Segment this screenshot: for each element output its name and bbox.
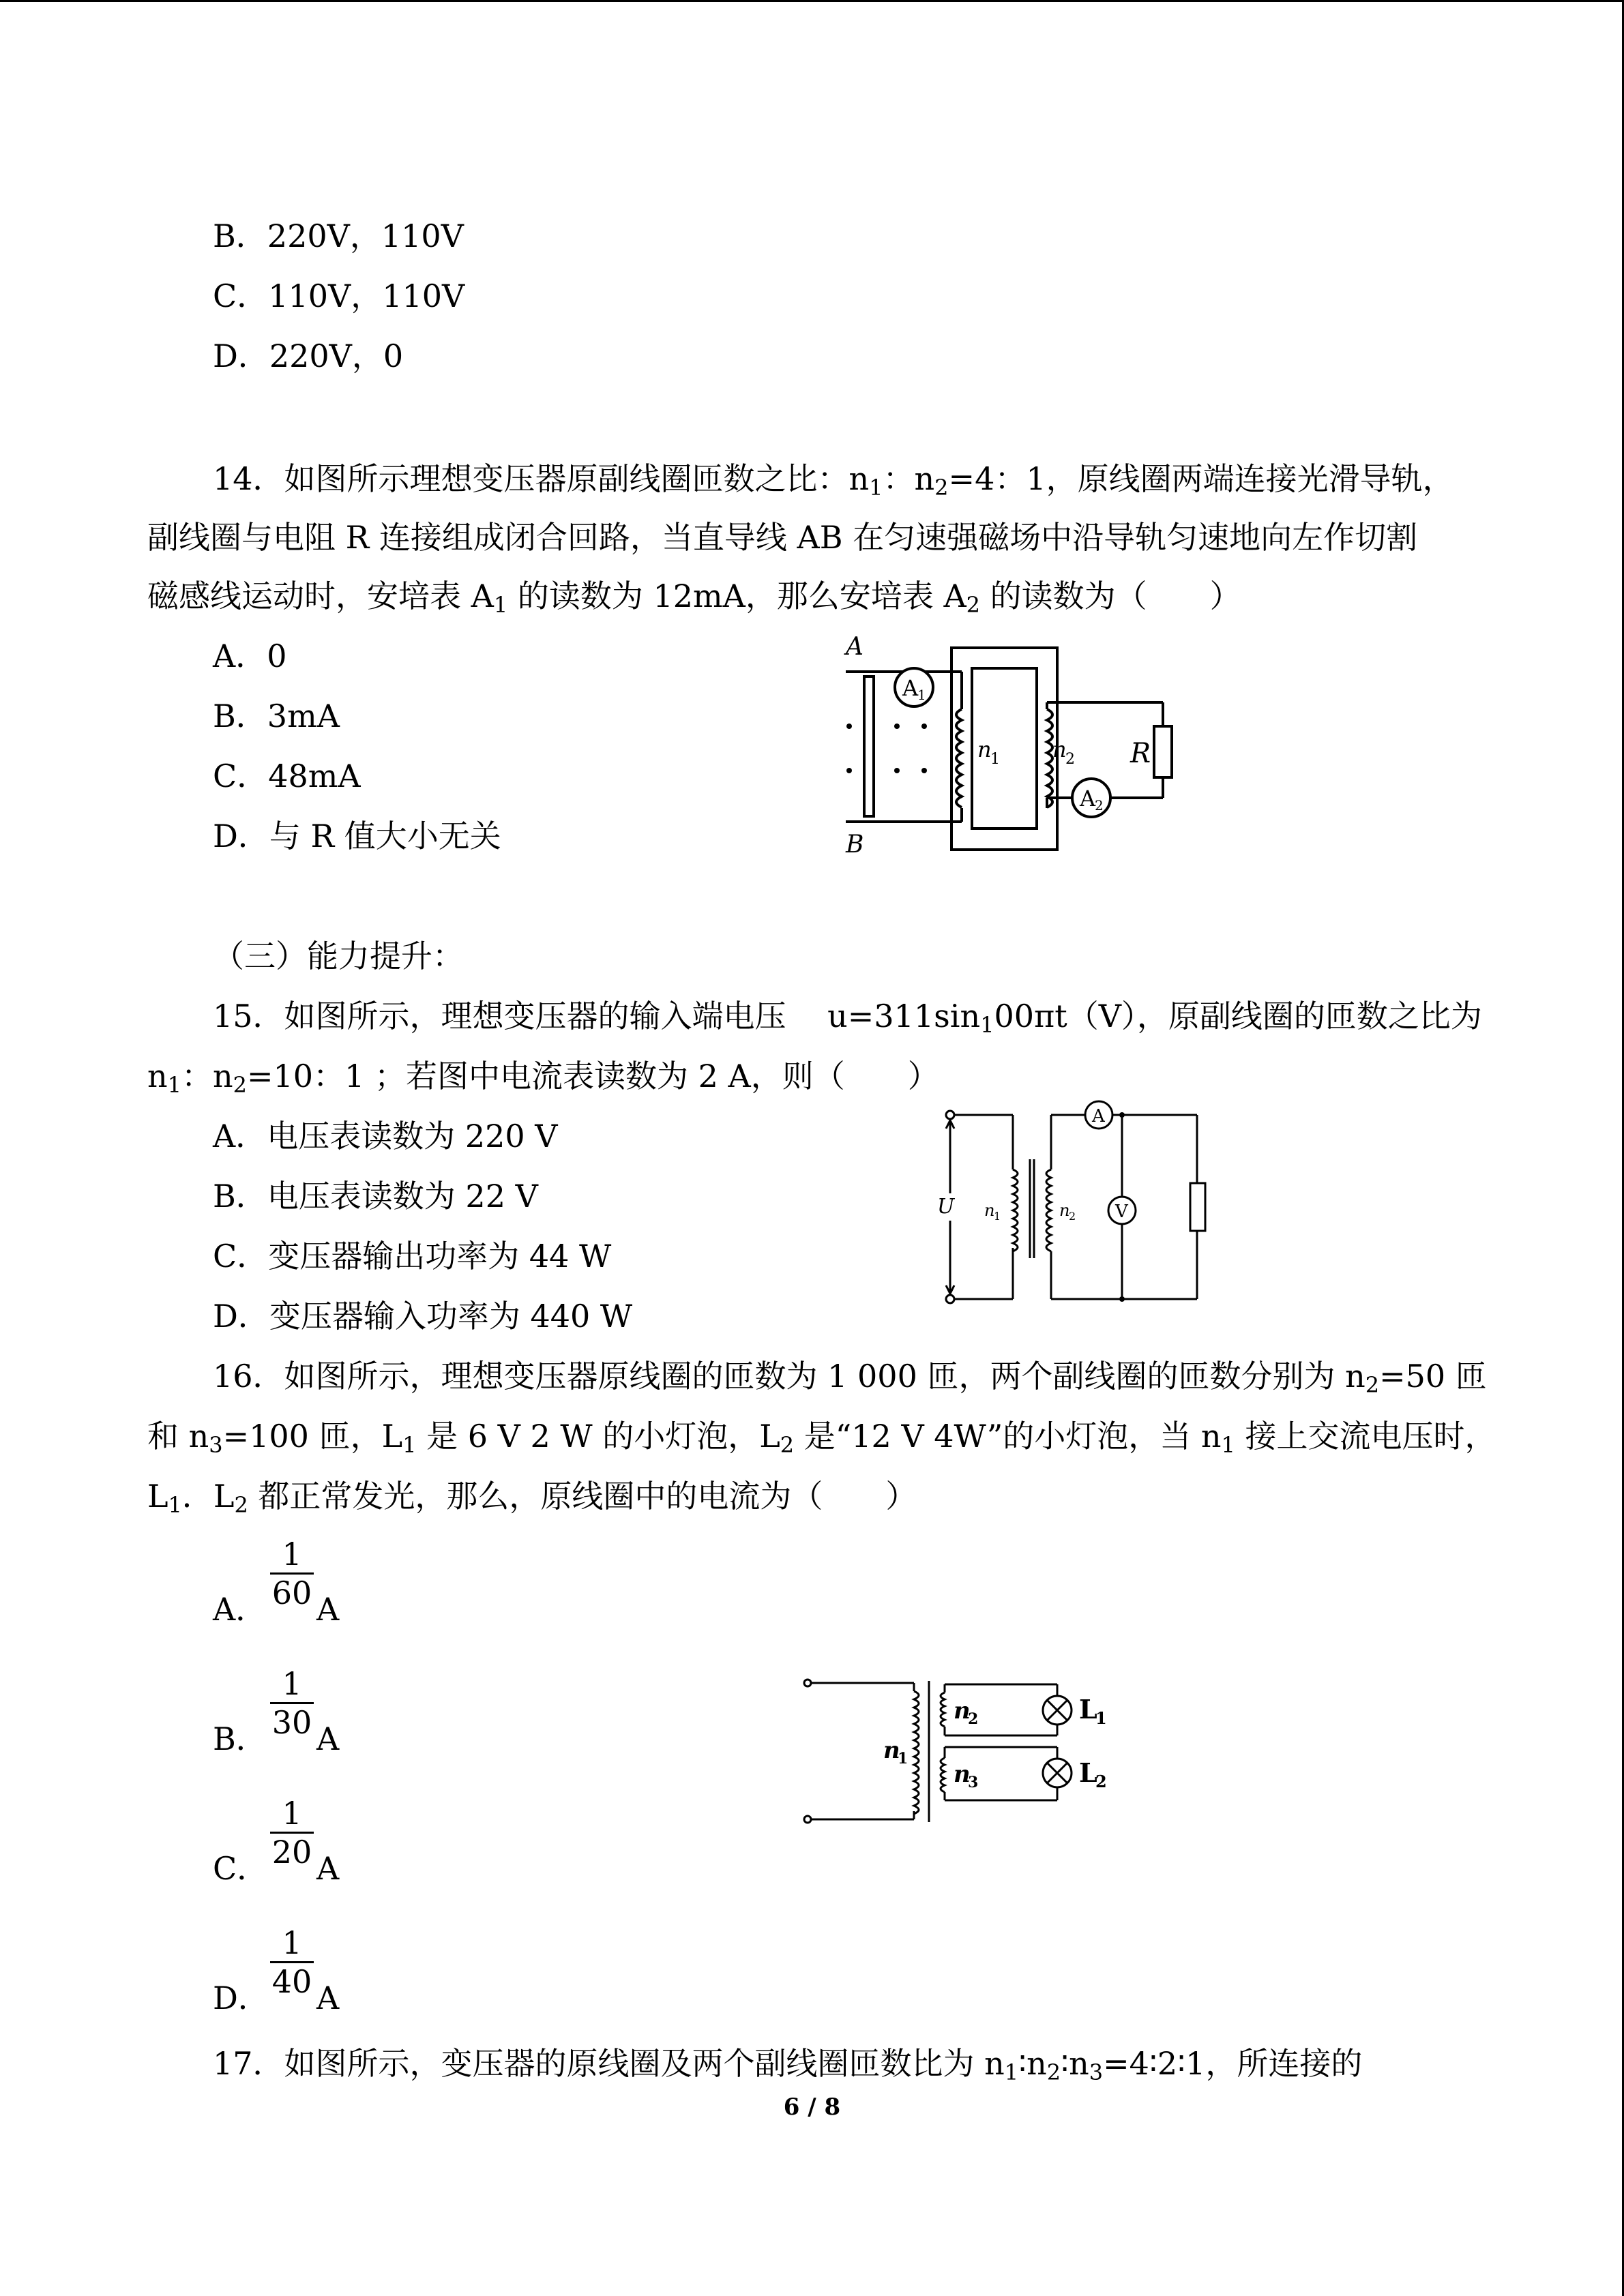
q16-option-c-unit: A: [316, 1850, 340, 1887]
q16-option-a-unit: A: [316, 1591, 340, 1628]
q15-option-b: B．电压表读数为 22 V: [213, 1178, 538, 1214]
q14-option-c: C．48mA: [213, 758, 361, 794]
q14-stem-line2: 副线圈与电阻 R 连接组成闭合回路，当直导线 AB 在匀速强磁场中沿导轨匀速地向左作切割: [147, 519, 1418, 556]
q14-label-b: B: [846, 831, 864, 859]
svg-text:1: 1: [898, 1750, 909, 1768]
q16-label-n2: n: [954, 1697, 971, 1725]
q14-ammeter-a2: A: [1080, 786, 1096, 811]
q15-ammeter: A: [1092, 1106, 1105, 1127]
q16-label-n3: n: [954, 1761, 971, 1788]
svg-text:1: 1: [990, 751, 1000, 768]
q16-option-d-fraction: $\frac{1}{40}$: [270, 1924, 314, 2000]
q15-stem-line1: 15．如图所示，理想变压器的输入端电压 $u=311\sin_100\pi t(V)$，原副线圈的匝数之比为: [213, 998, 1482, 1038]
q14-option-b: B．3mA: [213, 698, 340, 734]
q16-label-l2: L: [1079, 1757, 1097, 1788]
svg-text:2: 2: [1095, 797, 1104, 814]
q15-option-d: D．变压器输入功率为 440 W: [213, 1298, 633, 1335]
svg-text:2: 2: [1095, 1772, 1107, 1791]
q14-label-n2: n: [1052, 736, 1067, 762]
q13-option-d: D．220V，0: [213, 338, 404, 374]
q16-option-d-unit: A: [316, 1980, 340, 2016]
q15-option-c: C．变压器输出功率为 44 W: [213, 1238, 612, 1274]
q13-option-c: C．110V，110V: [213, 278, 465, 314]
q16-label-n1: n: [883, 1737, 900, 1764]
q16-option-b-unit: A: [316, 1720, 340, 1757]
q15-stem-line2: $n_1$：$n_2=10$：1 ；若图中电流表读数为 2 A，则（ ）: [147, 1058, 939, 1098]
q16-stem-line3: $L_1$．$L_2$ 都正常发光，那么，原线圈中的电流为（ ）: [147, 1478, 917, 1518]
q15-label-u: U: [937, 1195, 955, 1219]
svg-text:2: 2: [1065, 751, 1075, 768]
q16-circuit-figure: [798, 1671, 1153, 1834]
q16-option-c-fraction: $\frac{1}{20}$: [270, 1795, 314, 1870]
q16-stem-line1: 16．如图所示，理想变压器原线圈的匝数为 1 000 匝，两个副线圈的匝数分别为 $n_2=50$ 匝: [213, 1358, 1487, 1398]
q14-option-d: D．与 R 值大小无关: [213, 818, 501, 854]
q14-label-a: A: [846, 634, 863, 661]
svg-text:1: 1: [994, 1210, 1001, 1223]
q14-stem-line3: 磁感线运动时，安培表 $A_1$ 的读数为 12mA，那么安培表 $A_2$ 的读数为（ ）: [147, 578, 1241, 618]
q14-option-a: A．0: [213, 638, 287, 674]
svg-text:2: 2: [1069, 1210, 1076, 1223]
section-heading: （三）能力提升：: [213, 938, 464, 974]
q16-option-b-label: B．: [213, 1720, 267, 1757]
svg-text:2: 2: [968, 1710, 979, 1728]
q15-label-n2: n: [1059, 1201, 1070, 1220]
svg-text:1: 1: [1095, 1708, 1107, 1728]
q13-option-b: B．220V，110V: [213, 218, 464, 254]
q16-option-a-label: A．: [213, 1591, 267, 1628]
q16-option-c-label: C．: [213, 1850, 269, 1887]
svg-text:1: 1: [917, 687, 926, 703]
q14-stem-line1: 14．如图所示理想变压器原副线圈匝数之比：$n_1$：$n_2=4$：1，原线圈两端连接光滑导轨，: [213, 460, 1454, 501]
q16-option-b-fraction: $\frac{1}{30}$: [270, 1665, 314, 1741]
q15-voltmeter: V: [1115, 1202, 1128, 1222]
q15-option-a: A．电压表读数为 220 V: [213, 1118, 558, 1154]
q14-label-n1: n: [977, 736, 992, 762]
page-border-top: [0, 0, 1624, 2]
q14-circuit-figure: [836, 634, 1204, 866]
svg-text:3: 3: [968, 1774, 979, 1791]
page-number: 6 / 8: [783, 2093, 841, 2121]
q16-label-l1: L: [1079, 1694, 1097, 1725]
q16-option-a-fraction: $\frac{1}{60}$: [270, 1536, 314, 1611]
q14-label-r: R: [1130, 738, 1151, 769]
q15-circuit-figure: [931, 1094, 1217, 1320]
q15-label-n1: n: [984, 1201, 995, 1220]
q16-option-d-label: D．: [213, 1980, 269, 2016]
q16-stem-line2: 和 $n_3=100$ 匝，$L_1$ 是 6 V 2 W 的小灯泡，$L_2$ 是“12 V 4W”的小灯泡，当 $n_1$ 接上交流电压时，: [147, 1418, 1496, 1458]
q14-ammeter-a1: A: [902, 675, 919, 701]
q17-stem-line1: 17．如图所示，变压器的原线圈及两个副线圈匝数比为 $n_1∶n_2∶n_3=4∶2∶1$，所连接的: [213, 2045, 1363, 2085]
